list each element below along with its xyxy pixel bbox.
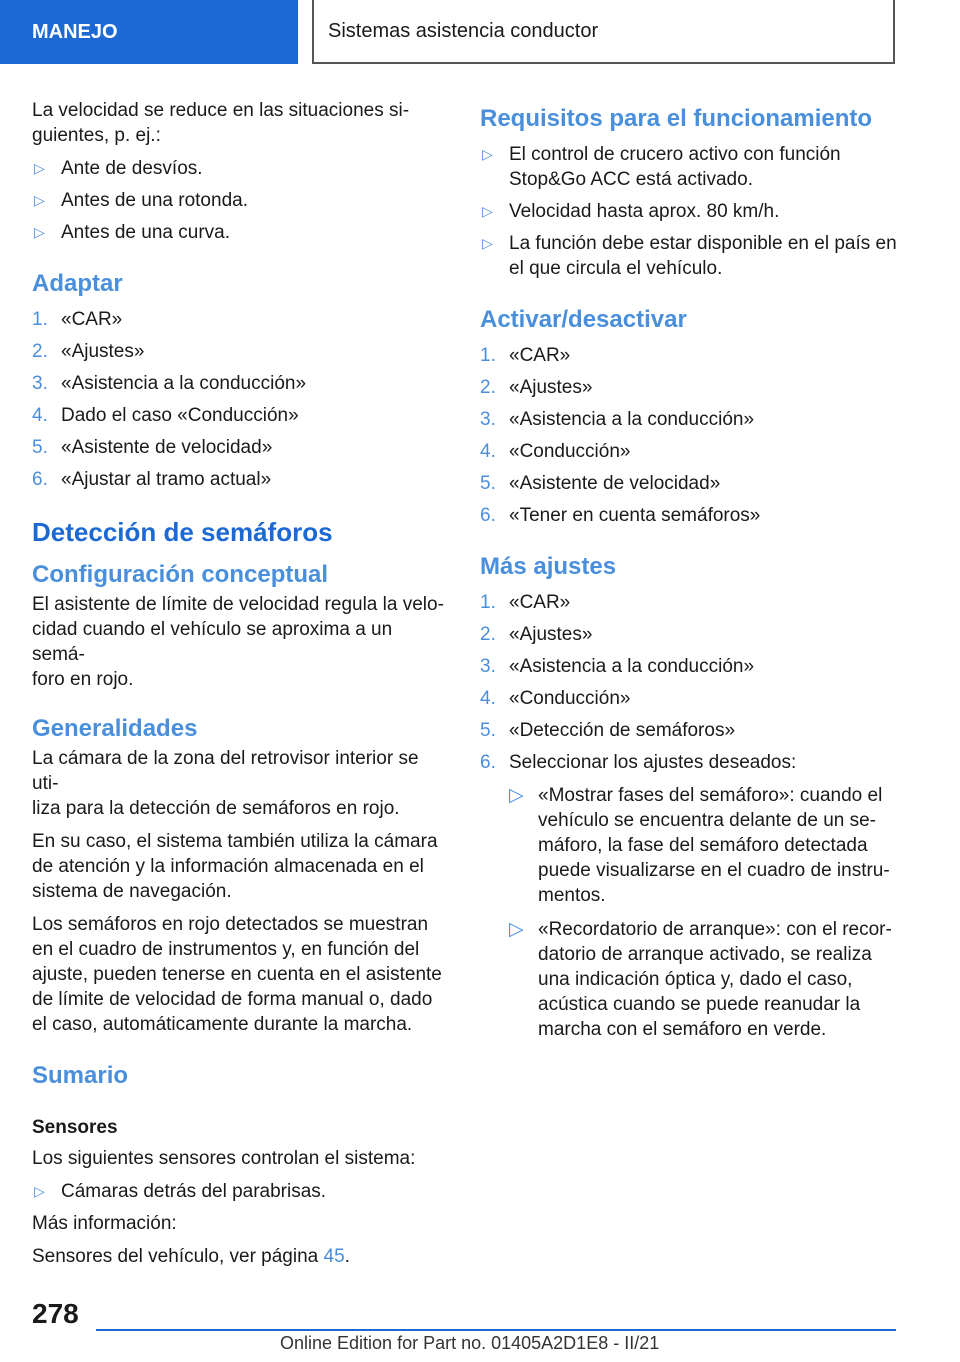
mas-ajustes-steps (480, 590, 900, 1042)
config-heading: Configuración conceptual (32, 561, 329, 588)
requisitos-heading: Requisitos para el funcionamiento (480, 105, 873, 132)
step-item: 1. «CAR» (480, 592, 571, 613)
more-info-label: Más información: (32, 1213, 177, 1234)
list-item: ▷ Velocidad hasta aprox. 80 km/h. (482, 201, 780, 222)
list-item: ▷ Ante de desvíos. (34, 158, 203, 179)
step-item: 1. «CAR» (32, 309, 123, 330)
generalidades-heading: Generalidades (32, 715, 198, 742)
list-item: ▷ Antes de una curva. (34, 222, 230, 243)
triangle-bullet-icon: ▷ (482, 146, 493, 162)
step-item: 1. «CAR» (480, 345, 571, 366)
left-column (32, 98, 448, 1277)
triangle-bullet-icon: ▷ (509, 919, 524, 940)
page-link[interactable]: 45 (323, 1246, 345, 1267)
section-title: MANEJO (32, 20, 118, 43)
requisitos-list (480, 142, 900, 281)
situation-list (32, 156, 448, 245)
triangle-bullet-icon: ▷ (509, 785, 524, 806)
step-item: 4. Dado el caso «Conducción» (32, 405, 299, 426)
triangle-bullet-icon: ▷ (34, 192, 45, 208)
settings-sublist (509, 783, 900, 1042)
step-item: 2. «Ajustes» (32, 341, 145, 362)
step-item: 5. «Asistente de velocidad» (32, 437, 273, 458)
step-item: 5. «Detección de semáforos» (480, 720, 736, 741)
step-item: 3. «Asistencia a la conducción» (480, 409, 755, 430)
adaptar-heading: Adaptar (32, 270, 123, 297)
generalidades-p3: Los semáforos en rojo detectados se muestran en el cuadro de instrumentos y, en función del ajuste, pueden tenerse en cuenta en el asistente de límite de velocidad de forma manual o, dado el caso, automáticamente durante la marcha. (32, 914, 442, 1035)
mas-ajustes-heading: Más ajustes (480, 553, 617, 580)
adaptar-steps (32, 307, 448, 492)
step-item: 6. «Tener en cuenta semáforos» (480, 505, 761, 526)
list-item: ▷ «Mostrar fases del semáforo»: cuando el vehículo se encuentra delante de un se- máforo, la fase del semáforo detectada puede visualizarse en el cuadro de instru- mentos. (509, 785, 890, 906)
list-item: ▷ Antes de una rotonda. (34, 190, 248, 211)
activar-heading: Activar/desactivar (480, 306, 687, 333)
triangle-bullet-icon: ▷ (482, 235, 493, 251)
step-item: 2. «Ajustes» (480, 624, 593, 645)
list-item: ▷ «Recordatorio de arranque»: con el recor- datorio de arranque activado, se realiza una indicación óptica y, dado el caso, acústica cuando se puede reanudar la marcha con el semáforo en verde. (509, 919, 892, 1040)
step-item: 3. «Asistencia a la conducción» (32, 373, 307, 394)
step-item: 3. «Asistencia a la conducción» (480, 656, 755, 677)
triangle-bullet-icon: ▷ (34, 224, 45, 240)
list-item: ▷ Cámaras detrás del parabrisas. (34, 1181, 327, 1202)
right-column (480, 98, 900, 1051)
config-text: El asistente de límite de velocidad regula la velo- cidad cuando el vehículo se aproxima a un semá- foro en rojo. (32, 594, 444, 690)
step-item: 5. «Asistente de velocidad» (480, 473, 721, 494)
page-reference: Sensores del vehículo, ver página 45. (32, 1246, 350, 1267)
generalidades-p2: En su caso, el sistema también utiliza la cámara de atención y la información almacenada en el sistema de navegación. (32, 831, 438, 902)
sensores-heading: Sensores (32, 1117, 118, 1138)
sensores-text: Los siguientes sensores controlan el sistema: (32, 1148, 416, 1169)
edition-text: Online Edition for Part no. 01405A2D1E8 - II/21 (280, 1333, 660, 1353)
chapter-title: Sistemas asistencia conductor (328, 19, 599, 42)
step-item: 6. «Ajustar al tramo actual» (32, 469, 272, 490)
chapter-header (312, 0, 895, 64)
footer-rule (96, 1329, 896, 1331)
triangle-bullet-icon: ▷ (34, 1183, 45, 1199)
sumario-heading: Sumario (32, 1062, 129, 1089)
intro-text: La velocidad se reduce en las situaciones si- guientes, p. ej.: (32, 100, 410, 146)
activar-steps (480, 343, 900, 528)
triangle-bullet-icon: ▷ (34, 160, 45, 176)
step-item: 2. «Ajustes» (480, 377, 593, 398)
list-item: ▷ El control de crucero activo con función Stop&Go ACC está activado. (482, 144, 841, 190)
step-item: 4. «Conducción» (480, 441, 631, 462)
section-tab (0, 0, 298, 64)
step-item: 6. Seleccionar los ajustes deseados: ▷ «Mostrar fases del semáforo»: cuando el vehículo se encuentra delante de un se- máforo, la fase del semáforo detectada puede visualizarse en el cuadro de instru- mentos. ▷ «Recordatorio de arranque»: con el recor- datorio de arranque activado, se realiza una indicación óptica y, dado el caso, acústica cuando se puede reanudar la marcha con el semáforo en verde. (480, 750, 900, 1042)
triangle-bullet-icon: ▷ (482, 203, 493, 219)
step-item: 4. «Conducción» (480, 688, 631, 709)
sensor-list (32, 1179, 448, 1204)
generalidades-p1: La cámara de la zona del retrovisor interior se uti- liza para la detección de semáforos en rojo. (32, 748, 419, 819)
page-number: 278 (32, 1298, 79, 1329)
deteccion-heading: Detección de semáforos (32, 517, 333, 547)
list-item: ▷ La función debe estar disponible en el país en el que circula el vehículo. (482, 233, 897, 279)
